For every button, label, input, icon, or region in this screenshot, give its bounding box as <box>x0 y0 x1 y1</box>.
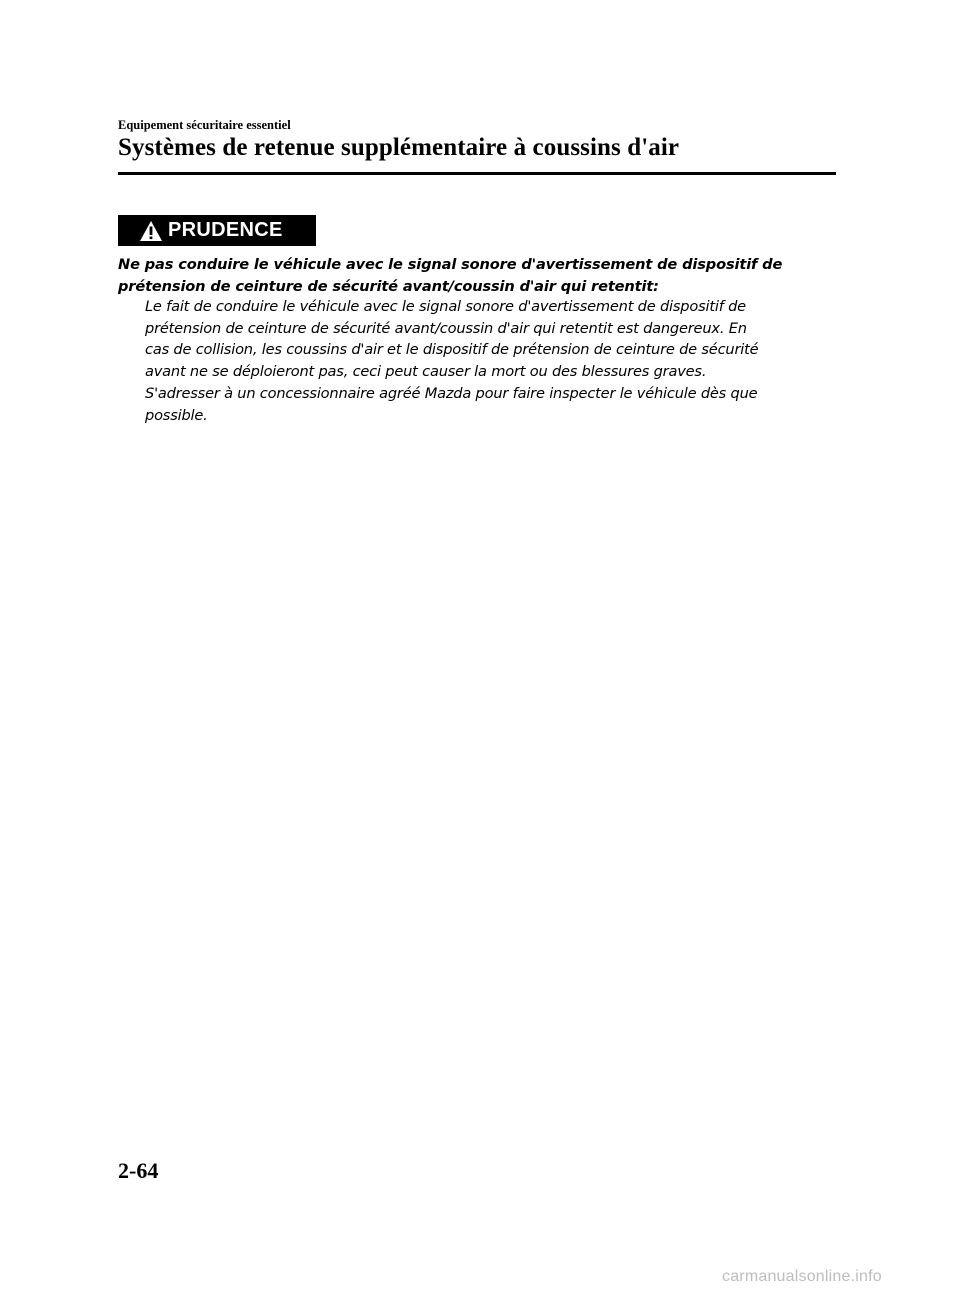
warning-body-line: avant ne se déploieront pas, ceci peut causer la mort ou des blessures graves. <box>145 363 707 381</box>
section-label: Equipement sécuritaire essentiel <box>118 118 291 132</box>
watermark: carmanualsonline.info <box>722 1268 882 1285</box>
warning-body <box>145 296 825 426</box>
page-number: 2-64 <box>118 1158 159 1183</box>
title-divider <box>118 172 836 175</box>
warning-heading-line: Ne pas conduire le véhicule avec le signal sonore d'avertissement de dispositif de <box>118 256 783 273</box>
page-title: Systèmes de retenue supplémentaire à coussins d'air <box>118 134 680 161</box>
warning-body-line: possible. <box>145 406 208 424</box>
warning-triangle-icon <box>139 220 163 242</box>
warning-body-line: cas de collision, les coussins d'air et le dispositif de prétension de ceinture de sécurité <box>145 341 759 359</box>
warning-body-line: Le fait de conduire le véhicule avec le signal sonore d'avertissement de dispositif de <box>145 298 746 315</box>
warning-body-line: prétension de ceinture de sécurité avant/coussin d'air qui retentit est dangereux. En <box>145 319 747 337</box>
warning-heading-line: prétension de ceinture de sécurité avant/coussin d'air qui retentit: <box>118 277 659 295</box>
caution-label: PRUDENCE <box>168 219 283 241</box>
caution-badge <box>118 215 316 246</box>
warning-heading <box>118 254 798 297</box>
warning-body-line: S'adresser à un concessionnaire agréé Mazda pour faire inspecter le véhicule dès que <box>145 384 758 402</box>
